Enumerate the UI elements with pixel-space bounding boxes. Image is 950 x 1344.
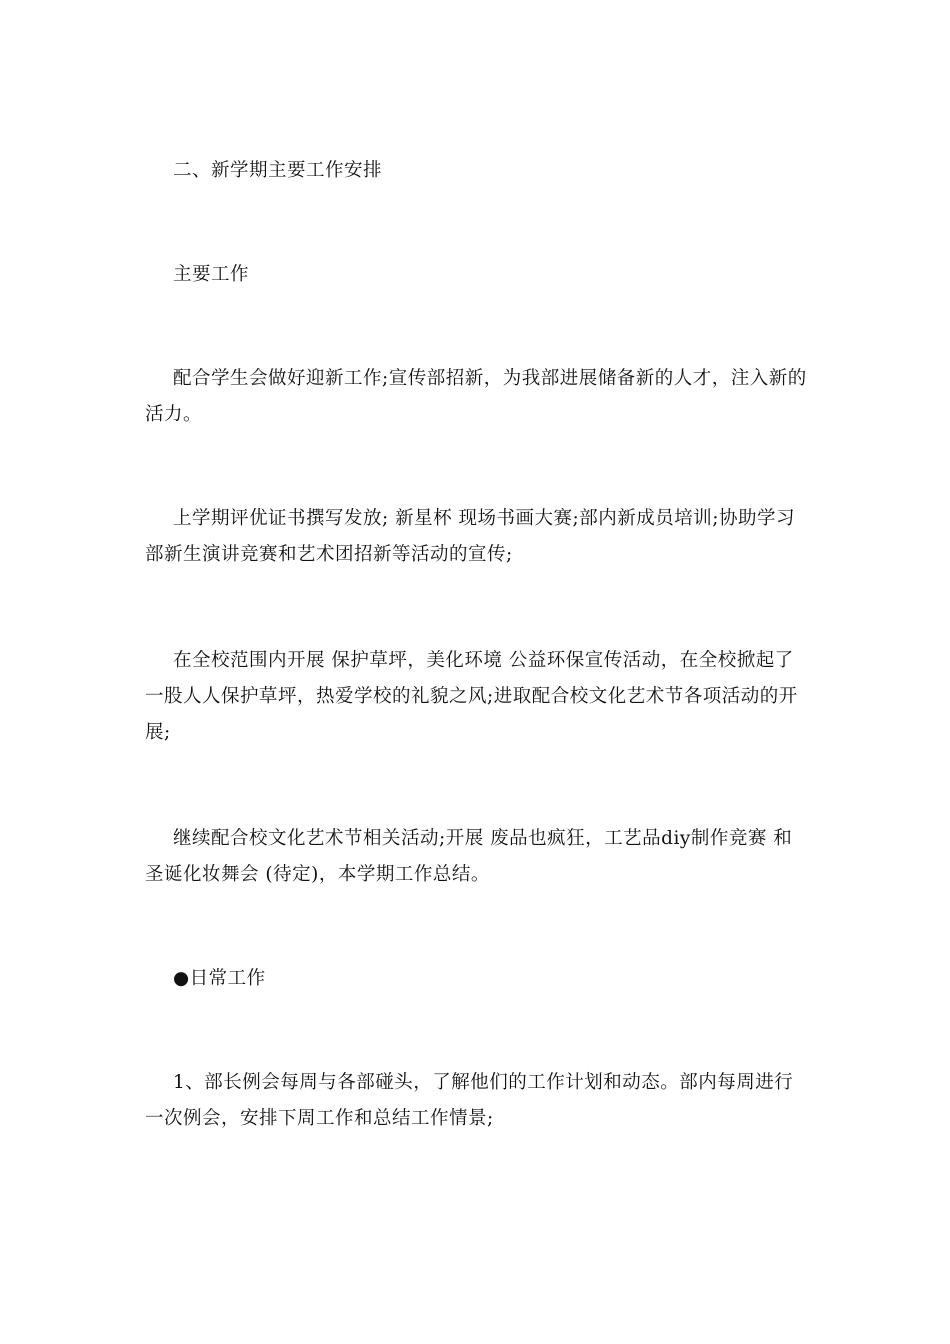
- paragraph-weekly-meeting: 1、部长例会每周与各部碰头，了解他们的工作计划和动态。部内每周进行一次例会，安排下周工作和总结工作情景;: [145, 1072, 794, 1129]
- paragraph-environment-campaign: 在全校范围内开展 保护草坪，美化环境 公益环保宣传活动，在全校掀起了一股人人保护草坪，热爱学校的礼貌之风;进取配合校文化艺术节各项活动的开展;: [145, 650, 798, 743]
- paragraph-awards-training: 上学期评优证书撰写发放; 新星杯 现场书画大赛;部内新成员培训;协助学习部新生演讲竞赛和艺术团招新等活动的宣传;: [145, 508, 795, 565]
- paragraph-recruitment: 配合学生会做好迎新工作;宣传部招新，为我部进展储备新的人才，注入新的活力。: [145, 368, 807, 425]
- section-heading: 二、新学期主要工作安排: [173, 160, 383, 181]
- main-work-subheading: 主要工作: [173, 264, 250, 285]
- daily-work-subheading: ●日常工作: [173, 968, 266, 989]
- paragraph-art-festival: 继续配合校文化艺术节相关活动;开展 废品也疯狂，工艺品diy制作竞赛 和 圣诞化妆舞会 (待定)，本学期工作总结。: [145, 828, 793, 885]
